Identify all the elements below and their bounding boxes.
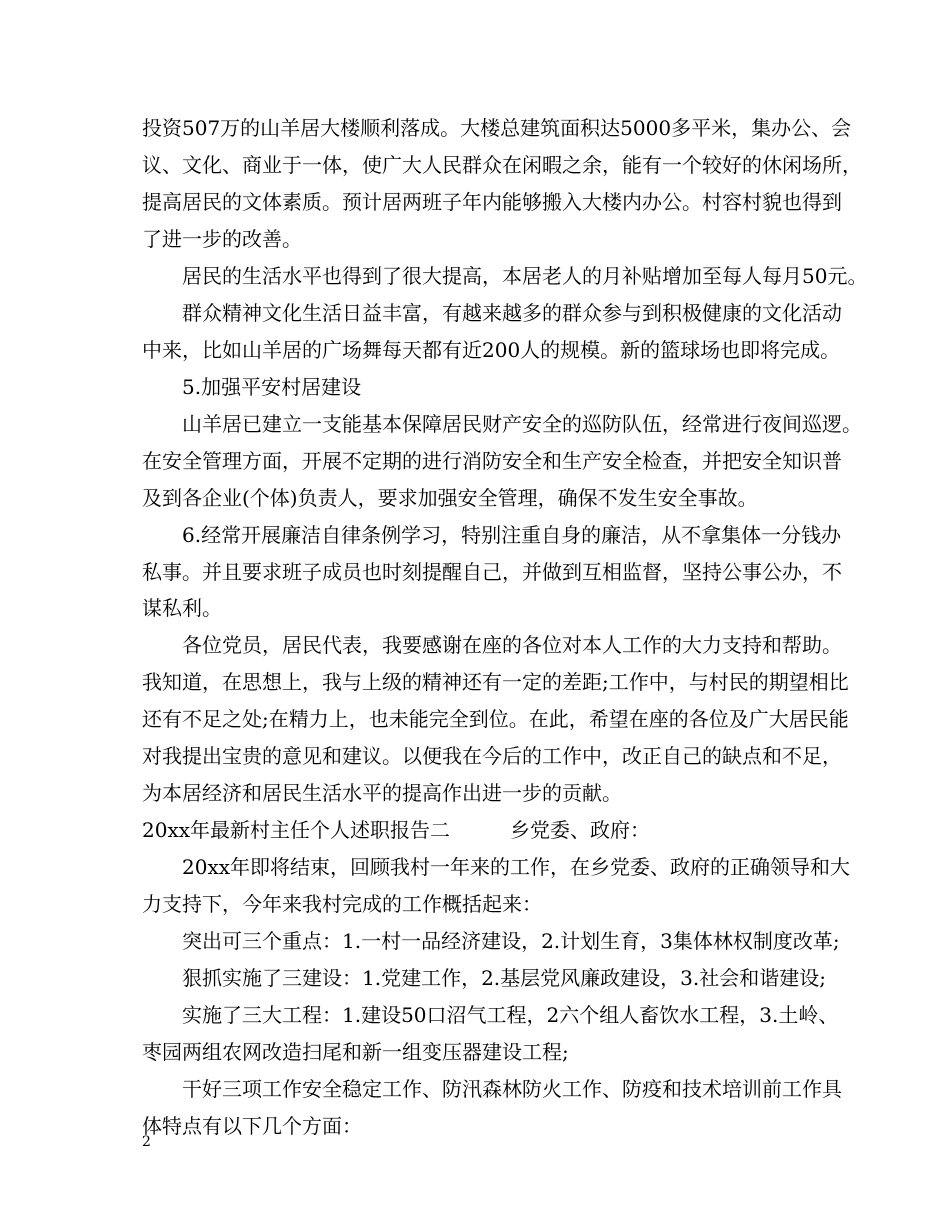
text-line: 突出可三个重点：1.一村一品经济建设，2.计划生育，3集体林权制度改革;: [182, 929, 840, 953]
text-line: 提高居民的文体素质。预计居两班子年内能够搬入大楼内办公。村容村貌也得到: [142, 190, 842, 214]
text-line: 各位党员，居民代表，我要感谢在座的各位对本人工作的大力支持和帮助。: [182, 633, 842, 657]
text-line: 在安全管理方面，开展不定期的进行消防安全和生产安全检查，并把安全知识普: [142, 449, 842, 473]
text-line: 力支持下，今年来我村完成的工作概括起来：: [142, 892, 542, 916]
text-line: 私事。并且要求班子成员也时刻提醒自己，并做到互相监督，坚持公事公办，不: [142, 560, 842, 584]
text-line: 狠抓实施了三建设：1.党建工作，2.基层党风廉政建设，3.社会和谐建设;: [182, 966, 826, 990]
section-heading: 5.加强平安村居建设: [182, 375, 362, 399]
text-line: 谋私利。: [142, 596, 222, 620]
text-line: 体特点有以下几个方面：: [142, 1114, 362, 1138]
text-line: 对我提出宝贵的意见和建议。以便我在今后的工作中，改正自己的缺点和不足，: [142, 744, 842, 768]
text-line: 群众精神文化生活日益丰富，有越来越多的群众参与到积极健康的文化活动: [182, 301, 842, 325]
text-line: 居民的生活水平也得到了很大提高，本居老人的月补贴增加至每人每月50元。: [182, 264, 868, 288]
text-line: 干好三项工作安全稳定工作、防汛森林防火工作、防疫和技术培训前工作具: [182, 1077, 842, 1101]
text-line: 中来，比如山羊居的广场舞每天都有近200人的规模。新的篮球场也即将完成。: [142, 338, 841, 362]
text-line: 6.经常开展廉洁自律条例学习，特别注重自身的廉洁，从不拿集体一分钱办: [182, 523, 842, 547]
text-line: 了进一步的改善。: [142, 227, 302, 251]
text-line: 还有不足之处;在精力上，也未能完全到位。在此，希望在座的各位及广大居民能: [142, 707, 849, 731]
text-line: 20xx年即将结束，回顾我村一年来的工作，在乡党委、政府的正确领导和大: [182, 855, 851, 879]
text-line: 枣园两组农网改造扫尾和新一组变压器建设工程;: [142, 1040, 569, 1064]
page-number: 2: [142, 1134, 151, 1150]
text-line: 及到各企业(个体)负责人，要求加强安全管理，确保不发生安全事故。: [142, 486, 758, 510]
text-line: 投资507万的山羊居大楼顺利落成。大楼总建筑面积达5000多平米，集办公、会: [142, 116, 852, 140]
text-line: 我知道，在思想上，我与上级的精神还有一定的差距;工作中，与村民的期望相比: [142, 670, 849, 694]
text-line: 为本居经济和居民生活水平的提高作出进一步的贡献。: [142, 781, 622, 805]
text-line: 议、文化、商业于一体，使广大人民群众在闲暇之余，能有一个较好的休闲场所，: [142, 153, 862, 177]
report-title-line: 20xx年最新村主任个人述职报告二 乡党委、政府：: [142, 818, 651, 842]
text-line: 实施了三大工程：1.建设50口沼气工程，2六个组人畜饮水工程，3.土岭、: [182, 1003, 839, 1027]
text-line: 山羊居已建立一支能基本保障居民财产安全的巡防队伍，经常进行夜间巡逻。: [182, 412, 862, 436]
